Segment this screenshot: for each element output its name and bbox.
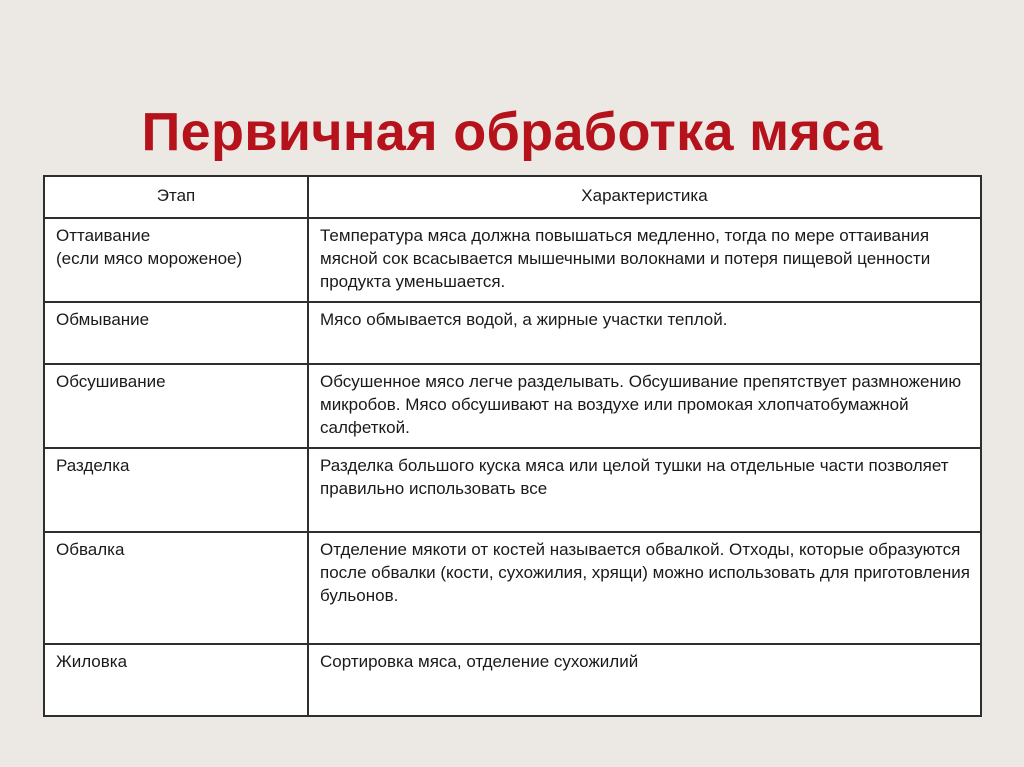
stage-cell [44,218,308,302]
column-header-stage: Этап [44,176,308,218]
table-row [44,644,981,716]
characteristic-cell: Температура мяса должна повышаться медленно, тогда по мере оттаивания мясной сок всасывается мышечными волокнами и потеря пищевой ценности продукта уменьшается. [308,218,981,302]
table-row [44,532,981,644]
table-row [44,218,981,302]
stage-cell: Обмывание [44,302,308,364]
meat-processing-table [43,175,982,717]
stage-cell: Обсушивание [44,364,308,448]
stage-cell: Жиловка [44,644,308,716]
stage-cell: Обвалка [44,532,308,644]
stage-note: (если мясо мороженое) [56,249,243,268]
characteristic-cell: Отделение мякоти от костей называется обвалкой. Отходы, которые образуются после обвалки (кости, сухожилия, хрящи) можно использовать для приготовления бульонов. [308,532,981,644]
table-row [44,364,981,448]
table-row [44,302,981,364]
characteristic-cell: Разделка большого куска мяса или целой тушки на отдельные части позволяет правильно использовать все [308,448,981,532]
stage-name: Оттаивание [56,226,151,245]
characteristic-cell: Сортировка мяса, отделение сухожилий [308,644,981,716]
column-header-characteristic: Характеристика [308,176,981,218]
slide-title: Первичная обработка мяса [141,102,883,163]
table-row [44,448,981,532]
stage-cell: Разделка [44,448,308,532]
table-header-row [44,176,981,218]
characteristic-cell: Обсушенное мясо легче разделывать. Обсушивание препятствует размножению микробов. Мясо обсушивают на воздухе или промокая хлопчатобумажной салфеткой. [308,364,981,448]
characteristic-cell: Мясо обмывается водой, а жирные участки теплой. [308,302,981,364]
